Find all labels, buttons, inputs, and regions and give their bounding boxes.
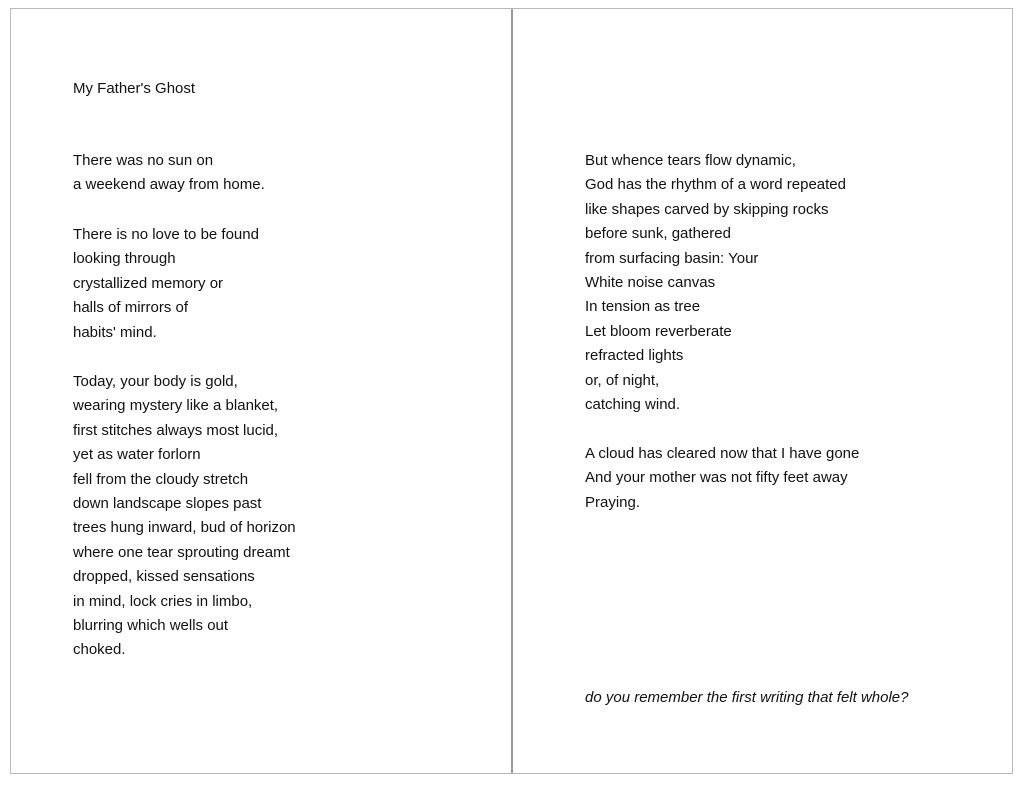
left-page	[11, 9, 511, 773]
poem-line: Let bloom reverberate	[585, 322, 732, 340]
book-spread	[10, 8, 1013, 774]
closing-question: do you remember the first writing that felt whole?	[585, 689, 909, 706]
poem-line: from surfacing basin: Your	[585, 249, 759, 267]
poem-line: And your mother was not fifty feet away	[585, 469, 848, 487]
poem-line: Praying.	[585, 493, 641, 511]
poem-line: looking through	[73, 250, 176, 268]
poem-line: in mind, lock cries in limbo,	[73, 592, 253, 610]
poem-line: choked.	[73, 641, 126, 659]
poem-line: or, of night,	[585, 371, 660, 389]
poem-line: Today, your body is gold,	[73, 373, 238, 390]
poem-line: before sunk, gathered	[585, 225, 731, 243]
poem-line: But whence tears flow dynamic,	[585, 152, 796, 169]
stanza	[585, 442, 859, 515]
stanza	[73, 149, 265, 198]
poem-line: blurring which wells out	[73, 616, 229, 634]
poem-line: first stitches always most lucid,	[73, 421, 279, 439]
poem-line: A cloud has cleared now that I have gone	[585, 445, 860, 462]
poem-line: a weekend away from home.	[73, 176, 265, 194]
poem-line: crystallized memory or	[73, 274, 224, 292]
poem-line: White noise canvas	[585, 273, 716, 291]
poem-line: dropped, kissed sensations	[73, 568, 255, 586]
poem-line: There was no sun on	[73, 152, 214, 169]
right-page	[513, 9, 1013, 773]
poem-line: down landscape slopes past	[73, 494, 262, 512]
stanza	[73, 223, 259, 345]
stanza	[585, 149, 846, 417]
poem-line: halls of mirrors of	[73, 299, 189, 317]
poem-line: yet as water forlorn	[73, 446, 201, 464]
poem-line: There is no love to be found	[73, 226, 259, 243]
poem-line: fell from the cloudy stretch	[73, 470, 249, 488]
poem-title: My Father's Ghost	[73, 80, 196, 97]
poem-line: wearing mystery like a blanket,	[73, 397, 279, 415]
poem-line: catching wind.	[585, 395, 681, 413]
poem-line: In tension as tree	[585, 298, 701, 316]
poem-line: refracted lights	[585, 347, 684, 365]
poem-line: where one tear sprouting dreamt	[73, 543, 290, 561]
poem-line: habits' mind.	[73, 323, 157, 341]
poem-line: trees hung inward, bud of horizon	[73, 519, 296, 537]
poem-line: like shapes carved by skipping rocks	[585, 200, 829, 218]
stanza	[73, 370, 296, 663]
poem-line: God has the rhythm of a word repeated	[585, 176, 846, 194]
